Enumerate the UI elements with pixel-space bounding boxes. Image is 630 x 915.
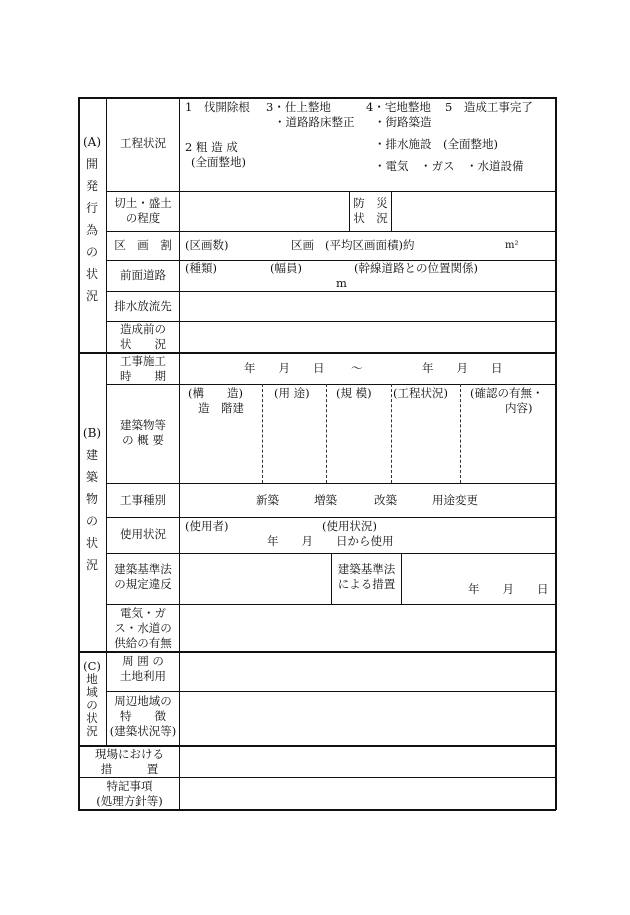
work-type-extension: 増築 bbox=[314, 493, 337, 507]
lot-area: (平均区画面積)約 bbox=[325, 238, 415, 252]
border-bottom bbox=[78, 809, 556, 811]
label-line: (処理方針等) bbox=[96, 794, 163, 808]
label-line: 土地利用 bbox=[120, 669, 166, 683]
section-title-char: (B) bbox=[82, 426, 102, 440]
usage-label: 使用状況 bbox=[120, 527, 166, 541]
label-line: の 概 要 bbox=[122, 433, 164, 447]
usage-since: 年 月 日から使用 bbox=[267, 534, 394, 548]
road-width: (幅員) bbox=[270, 261, 302, 275]
label-line: 工事施工 bbox=[120, 354, 166, 368]
row-line bbox=[106, 483, 556, 484]
section-title-char: の bbox=[85, 514, 98, 528]
section-title-char: 況 bbox=[86, 724, 98, 738]
period-label bbox=[107, 354, 179, 384]
notes-label bbox=[80, 779, 179, 809]
label-line: 特記事項 bbox=[106, 779, 153, 793]
cut-fill-label bbox=[107, 196, 179, 226]
process-item-2: 2 粗 造 成 bbox=[185, 140, 238, 154]
row-line bbox=[106, 604, 556, 605]
outline-structure: (構 造) bbox=[188, 386, 243, 400]
outline-confirm-detail: 内容) bbox=[505, 401, 533, 415]
section-title-char: 開 bbox=[85, 157, 98, 171]
divider-b-c bbox=[78, 651, 556, 653]
drainage-label: 排水放流先 bbox=[114, 299, 172, 313]
section-title-char: 況 bbox=[85, 558, 98, 572]
label-column-line bbox=[179, 97, 180, 810]
section-title-char: 状 bbox=[85, 536, 98, 550]
process-item-4d: ・電気 ・ガス ・水道設備 bbox=[374, 159, 524, 173]
row-line bbox=[106, 517, 556, 518]
row-line bbox=[106, 231, 556, 232]
section-title-char: 為 bbox=[85, 223, 98, 237]
cell-line bbox=[391, 191, 392, 231]
period-separator: ～ bbox=[351, 361, 363, 375]
label-line: 建築基準法 bbox=[114, 562, 172, 576]
section-title-char: (A) bbox=[82, 135, 102, 149]
section-c-title bbox=[78, 660, 106, 738]
section-title-char: 状 bbox=[85, 267, 98, 281]
label-line: 電気・ガ bbox=[120, 606, 166, 620]
period-start: 年 月 日 bbox=[244, 361, 325, 375]
row-line bbox=[106, 384, 556, 385]
row-line bbox=[106, 291, 556, 292]
process-item-5: 5 造成工事完了 bbox=[445, 100, 533, 114]
usage-status: (使用状況) bbox=[322, 519, 377, 533]
disaster-label bbox=[350, 196, 391, 226]
row-line bbox=[106, 691, 556, 692]
violation-label bbox=[107, 562, 179, 592]
landuse-label bbox=[107, 654, 179, 684]
outline-structure-unit: 造 階建 bbox=[198, 401, 244, 415]
section-a-title bbox=[78, 131, 106, 307]
label-line: の規定違反 bbox=[114, 577, 172, 591]
period-end: 年 月 日 bbox=[422, 361, 503, 375]
section-title-char: の bbox=[86, 698, 98, 712]
process-item-4b: ・街路築造 bbox=[374, 115, 432, 129]
outline-scale: (規 模) bbox=[336, 386, 372, 400]
label-line: 建築物等 bbox=[120, 418, 166, 432]
process-item-3b: ・道路路床整正 bbox=[274, 115, 355, 129]
label-line: 状 況 bbox=[353, 211, 388, 225]
border-top bbox=[78, 97, 556, 99]
work-type-new: 新築 bbox=[256, 493, 279, 507]
lot-count: (区画数) bbox=[185, 238, 229, 252]
section-title-char: 状 bbox=[86, 711, 98, 725]
row-line bbox=[78, 777, 556, 778]
road-unit: m bbox=[336, 276, 347, 290]
lot-label: 区 画 割 bbox=[114, 238, 172, 252]
process-item-4: 4・宅地整地 bbox=[366, 100, 431, 114]
measure-label bbox=[332, 562, 401, 592]
label-line: 周辺地域の bbox=[114, 694, 172, 708]
label-line: ス・水道の bbox=[114, 621, 172, 635]
road-type: (種類) bbox=[185, 261, 217, 275]
outline-use: (用 途) bbox=[274, 386, 310, 400]
dashed-separator bbox=[326, 384, 327, 483]
dashed-separator bbox=[391, 384, 392, 483]
road-label: 前面道路 bbox=[120, 268, 166, 282]
site-measure-label bbox=[80, 747, 179, 777]
section-title-char: 行 bbox=[85, 201, 98, 215]
process-item-4c: ・排水施設 (全面整地) bbox=[374, 137, 498, 151]
section-title-char: 築 bbox=[85, 470, 98, 484]
label-line: 防 災 bbox=[353, 196, 388, 210]
section-title-char: 建 bbox=[85, 448, 98, 462]
label-line: 周 囲 の bbox=[122, 654, 164, 668]
label-line: 建築基準法 bbox=[337, 562, 396, 576]
measure-date: 年 月 日 bbox=[468, 582, 549, 596]
label-line: による措置 bbox=[337, 577, 396, 591]
label-line: 切土・盛土 bbox=[114, 196, 172, 210]
label-line: の程度 bbox=[125, 211, 161, 225]
section-title-char: の bbox=[85, 245, 98, 259]
label-line: (建築状況等) bbox=[109, 724, 177, 738]
process-item-3: 3・仕上整地 bbox=[266, 100, 331, 114]
section-title-char: (C) bbox=[83, 659, 101, 673]
label-line: 措 置 bbox=[100, 762, 159, 776]
outline-label bbox=[107, 418, 179, 448]
section-b-title bbox=[78, 422, 106, 576]
label-line: 供給の有無 bbox=[114, 636, 172, 650]
utility-label bbox=[107, 606, 179, 651]
dashed-separator bbox=[262, 384, 263, 483]
before-label bbox=[107, 322, 179, 352]
lot-unit: 区画 bbox=[291, 238, 314, 252]
process-item-1: 1 伐開除根 bbox=[185, 100, 250, 114]
usage-user: (使用者) bbox=[185, 519, 229, 533]
process-label: 工程状況 bbox=[120, 136, 166, 150]
road-relation: (幹線道路との位置関係) bbox=[354, 261, 478, 275]
work-type-label: 工事種別 bbox=[120, 493, 166, 507]
label-line: 状 況 bbox=[120, 337, 166, 351]
border-right bbox=[555, 97, 557, 810]
section-title-char: 況 bbox=[85, 289, 98, 303]
label-line: 特 徴 bbox=[120, 709, 166, 723]
outline-confirm: (確認の有無・ bbox=[470, 386, 544, 400]
section-title-char: 域 bbox=[86, 685, 98, 699]
row-line bbox=[106, 260, 556, 261]
dashed-separator bbox=[460, 384, 461, 483]
feature-label bbox=[107, 694, 179, 739]
cell-line bbox=[401, 553, 402, 604]
work-type-rebuild: 改築 bbox=[374, 493, 397, 507]
section-title-char: 発 bbox=[85, 179, 98, 193]
process-item-2b: (全面整地) bbox=[191, 155, 246, 169]
label-line: 現場における bbox=[95, 747, 164, 761]
inspection-form bbox=[78, 97, 556, 810]
outline-progress: (工程状況) bbox=[393, 386, 448, 400]
label-line: 時 期 bbox=[120, 369, 166, 383]
label-line: 造成前の bbox=[120, 322, 166, 336]
work-type-change: 用途変更 bbox=[432, 493, 478, 507]
section-title-char: 地 bbox=[86, 672, 98, 686]
section-title-char: 物 bbox=[85, 492, 98, 506]
row-line bbox=[106, 191, 556, 192]
lot-area-unit: m² bbox=[505, 240, 519, 251]
